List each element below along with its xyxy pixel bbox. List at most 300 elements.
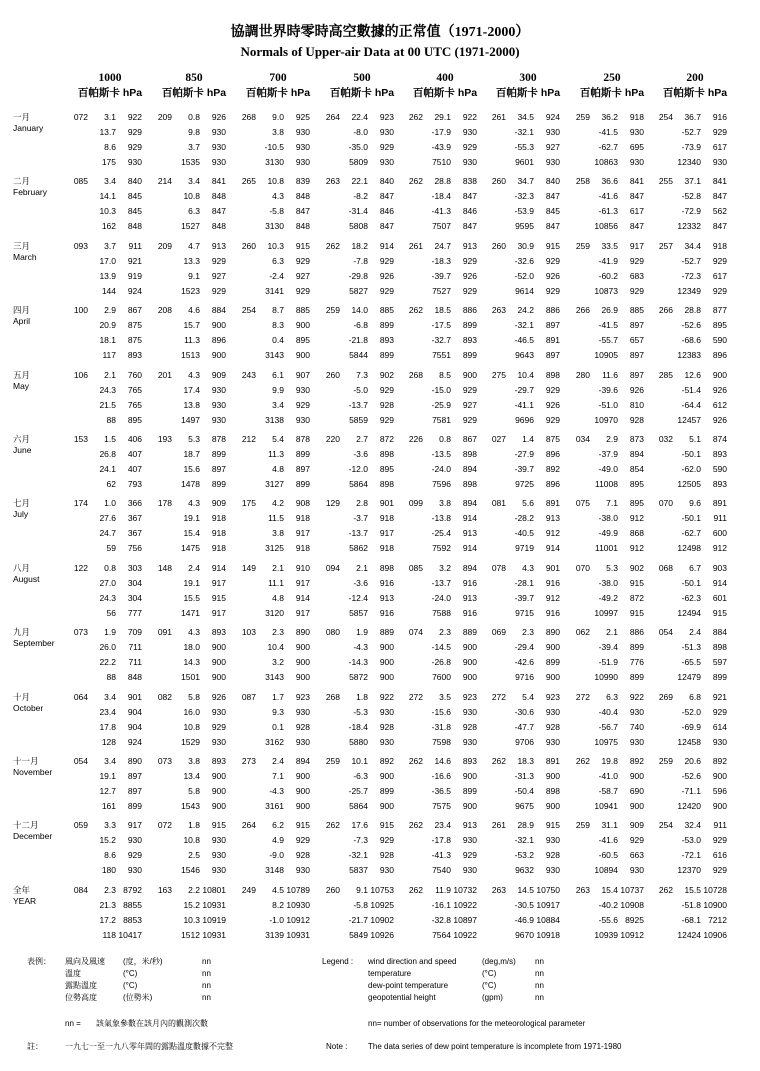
- value-cell: 8.2: [272, 899, 284, 910]
- value-cell: 18.3: [517, 756, 534, 766]
- count-cell: 927: [462, 399, 477, 410]
- legend-term: temperature: [368, 969, 412, 978]
- value-cell: 12420: [677, 801, 701, 811]
- count-cell: 929: [379, 142, 394, 152]
- value-cell: -13.7: [348, 528, 368, 539]
- count-cell: 929: [211, 255, 226, 266]
- count-cell: 893: [712, 479, 727, 489]
- value-cell: 18.1: [99, 335, 116, 346]
- value-cell: 10.3: [183, 914, 200, 925]
- count-cell: 926: [712, 384, 727, 395]
- value-cell: -3.6: [353, 577, 368, 588]
- value-cell: -51.9: [598, 657, 618, 668]
- count-cell: 840: [379, 176, 394, 187]
- value-cell: -42.6: [514, 657, 534, 668]
- count-cell: 895: [629, 479, 644, 489]
- value-cell: 22.2: [99, 657, 116, 668]
- value-cell: 3.5: [439, 691, 451, 702]
- count-cell: 898: [462, 479, 477, 489]
- count-cell: 930: [211, 157, 226, 167]
- count-cell: 895: [127, 414, 142, 425]
- value-cell: -10.5: [264, 142, 284, 152]
- count-cell: 904: [127, 721, 142, 732]
- value-cell: -5.8: [353, 899, 368, 910]
- count-cell: 904: [127, 706, 142, 717]
- count-cell: 926: [379, 270, 394, 281]
- value-cell: -58.7: [598, 786, 618, 796]
- value-cell: 31.1: [601, 820, 618, 831]
- count-cell: 10417: [118, 929, 142, 940]
- wind-direction-cell: 280: [575, 369, 590, 380]
- count-cell: 927: [545, 142, 560, 152]
- value-cell: -41.5: [598, 320, 618, 331]
- month-block: [0, 369, 760, 425]
- value-cell: 3139: [265, 929, 284, 940]
- value-cell: 15.6: [183, 464, 200, 474]
- value-cell: -18.3: [431, 255, 451, 266]
- value-cell: 10997: [594, 607, 618, 618]
- month-block: [0, 305, 760, 361]
- level-header: [486, 72, 570, 100]
- count-cell: 924: [545, 112, 560, 122]
- legend-term: 位勢高度: [65, 993, 97, 1002]
- value-cell: 10941: [594, 801, 618, 811]
- wind-direction-cell: 064: [73, 691, 88, 702]
- value-cell: 19.1: [99, 771, 116, 781]
- value-cell: 21.3: [99, 899, 116, 910]
- count-cell: 930: [127, 865, 142, 876]
- count-cell: 898: [379, 449, 394, 459]
- footer: [0, 956, 760, 1066]
- value-cell: -28.2: [514, 513, 534, 524]
- value-cell: 5809: [349, 157, 368, 167]
- value-cell: -55.6: [598, 914, 618, 925]
- count-cell: 600: [712, 528, 727, 539]
- value-cell: 36.2: [601, 112, 618, 122]
- value-cell: 9719: [515, 543, 534, 554]
- value-cell: -51.8: [681, 899, 701, 910]
- count-cell: 912: [629, 543, 644, 554]
- count-cell: 617: [712, 270, 727, 281]
- value-cell: 17.2: [99, 914, 116, 925]
- count-cell: 900: [545, 672, 560, 683]
- value-cell: 32.4: [684, 820, 701, 831]
- value-cell: 7564: [432, 929, 451, 940]
- count-cell: 929: [545, 414, 560, 425]
- value-cell: -46.5: [514, 335, 534, 346]
- value-cell: -38.0: [598, 513, 618, 524]
- value-cell: 12498: [677, 543, 701, 554]
- value-cell: 37.1: [684, 176, 701, 187]
- wind-direction-cell: 260: [325, 369, 340, 380]
- month-name-zh: 二月: [13, 176, 31, 187]
- count-cell: 614: [712, 721, 727, 732]
- wind-direction-cell: 262: [658, 884, 673, 895]
- value-cell: 19.1: [183, 513, 200, 524]
- level-header: [653, 72, 737, 100]
- count-cell: 847: [379, 221, 394, 232]
- wind-direction-cell: 084: [73, 884, 88, 895]
- value-cell: 3130: [265, 221, 284, 232]
- month-label: [13, 498, 30, 520]
- count-cell: 897: [127, 786, 142, 796]
- count-cell: 914: [545, 543, 560, 554]
- value-cell: 10975: [594, 736, 618, 747]
- value-cell: 24.7: [99, 528, 116, 539]
- level-header: [320, 72, 404, 100]
- count-cell: 916: [462, 577, 477, 588]
- count-cell: 900: [211, 771, 226, 781]
- count-cell: 10926: [370, 929, 394, 940]
- count-cell: 915: [379, 820, 394, 831]
- count-cell: 899: [712, 672, 727, 683]
- value-cell: -52.6: [681, 771, 701, 781]
- count-cell: 928: [295, 850, 310, 861]
- wind-direction-cell: 034: [575, 434, 590, 444]
- month-name-en: December: [13, 831, 53, 842]
- wind-direction-cell: 272: [575, 691, 590, 702]
- value-cell: -24.0: [431, 592, 451, 603]
- count-cell: 895: [712, 320, 727, 331]
- value-cell: 12494: [677, 607, 701, 618]
- count-cell: 898: [379, 479, 394, 489]
- value-cell: 10.3: [267, 240, 284, 251]
- count-cell: 846: [462, 206, 477, 217]
- count-cell: 793: [127, 479, 142, 489]
- count-cell: 891: [712, 498, 727, 509]
- wind-direction-cell: 129: [325, 498, 340, 509]
- value-cell: 10970: [594, 414, 618, 425]
- legend-unit: (°C): [123, 981, 138, 990]
- count-cell: 406: [127, 434, 142, 444]
- count-cell: 930: [379, 865, 394, 876]
- value-cell: 12.6: [684, 369, 701, 380]
- value-cell: 3138: [265, 414, 284, 425]
- wind-direction-cell: 074: [408, 627, 423, 638]
- count-cell: 894: [295, 756, 310, 766]
- wind-direction-cell: 262: [575, 756, 590, 766]
- value-cell: 1501: [181, 672, 200, 683]
- value-cell: 36.6: [601, 176, 618, 187]
- count-cell: 929: [295, 399, 310, 410]
- count-cell: 926: [629, 384, 644, 395]
- count-cell: 892: [545, 464, 560, 474]
- level-header: [403, 72, 487, 100]
- value-cell: 1471: [181, 607, 200, 618]
- value-cell: 0.8: [439, 434, 451, 444]
- count-cell: 930: [295, 865, 310, 876]
- value-cell: 9706: [515, 736, 534, 747]
- count-cell: 889: [379, 627, 394, 638]
- month-block: [0, 627, 760, 683]
- count-cell: 891: [545, 756, 560, 766]
- count-cell: 928: [629, 414, 644, 425]
- value-cell: 4.7: [188, 240, 200, 251]
- value-cell: 3161: [265, 801, 284, 811]
- count-cell: 848: [127, 221, 142, 232]
- nn-text-zh: 該氣象參數在該月內的觀測次數: [96, 1019, 208, 1028]
- month-name-zh: 六月: [13, 434, 31, 444]
- value-cell: 8.6: [104, 142, 116, 152]
- value-cell: -52.6: [681, 320, 701, 331]
- value-cell: 5.3: [606, 562, 618, 573]
- value-cell: 3.8: [272, 127, 284, 137]
- count-cell: 929: [712, 835, 727, 846]
- value-cell: 26.0: [99, 642, 116, 653]
- month-name-en: May: [13, 380, 30, 391]
- count-cell: 916: [545, 577, 560, 588]
- value-cell: -4.3: [269, 786, 284, 796]
- wind-direction-cell: 263: [491, 884, 506, 895]
- month-label: [13, 112, 43, 134]
- value-cell: 3.4: [104, 176, 116, 187]
- count-cell: 900: [295, 350, 310, 361]
- value-cell: 59: [106, 543, 116, 554]
- count-cell: 930: [379, 736, 394, 747]
- count-cell: 929: [127, 850, 142, 861]
- count-cell: 847: [629, 191, 644, 202]
- level-unit: 百帕斯卡 hPa: [412, 87, 478, 99]
- count-cell: 407: [127, 449, 142, 459]
- level-pressure: 500: [353, 72, 371, 84]
- wind-direction-cell: 262: [408, 112, 423, 122]
- count-cell: 899: [379, 350, 394, 361]
- wind-direction-cell: 149: [241, 562, 256, 573]
- value-cell: 2.9: [606, 434, 618, 444]
- count-cell: 929: [545, 384, 560, 395]
- count-cell: 367: [127, 513, 142, 524]
- value-cell: 36.7: [684, 112, 701, 122]
- level-pressure: 400: [436, 72, 454, 84]
- value-cell: 10990: [594, 672, 618, 683]
- count-cell: 848: [295, 221, 310, 232]
- count-cell: 926: [211, 691, 226, 702]
- value-cell: 4.3: [188, 369, 200, 380]
- month-block: [0, 176, 760, 232]
- count-cell: 873: [629, 434, 644, 444]
- count-cell: 8792: [123, 884, 142, 895]
- count-cell: 901: [379, 498, 394, 509]
- count-cell: 10789: [286, 884, 310, 895]
- wind-direction-cell: 070: [658, 498, 673, 509]
- wind-direction-cell: 059: [73, 820, 88, 831]
- value-cell: -17.9: [431, 127, 451, 137]
- value-cell: 12457: [677, 414, 701, 425]
- count-cell: 847: [462, 221, 477, 232]
- count-cell: 919: [127, 270, 142, 281]
- count-cell: 900: [545, 771, 560, 781]
- count-cell: 910: [295, 562, 310, 573]
- value-cell: 4.3: [188, 627, 200, 638]
- value-cell: -52.0: [514, 270, 534, 281]
- value-cell: -18.4: [431, 191, 451, 202]
- value-cell: 2.1: [104, 369, 116, 380]
- value-cell: 13.7: [99, 127, 116, 137]
- wind-direction-cell: 226: [408, 434, 423, 444]
- count-cell: 899: [295, 479, 310, 489]
- count-cell: 915: [211, 820, 226, 831]
- value-cell: -49.0: [598, 464, 618, 474]
- value-cell: -62.7: [598, 142, 618, 152]
- value-cell: 7527: [432, 285, 451, 296]
- value-cell: 11.5: [268, 513, 284, 524]
- count-cell: 900: [295, 771, 310, 781]
- count-cell: 892: [379, 756, 394, 766]
- value-cell: -65.5: [681, 657, 701, 668]
- value-cell: 15.7: [183, 320, 200, 331]
- count-cell: 930: [462, 127, 477, 137]
- value-cell: 11001: [594, 543, 618, 554]
- count-cell: 929: [295, 255, 310, 266]
- value-cell: 9.0: [272, 112, 284, 122]
- count-cell: 617: [629, 206, 644, 217]
- count-cell: 930: [295, 127, 310, 137]
- count-cell: 900: [379, 771, 394, 781]
- value-cell: 0.1: [272, 721, 284, 732]
- count-cell: 929: [127, 127, 142, 137]
- month-block: [0, 498, 760, 554]
- wind-direction-cell: 153: [73, 434, 88, 444]
- value-cell: -8.0: [353, 127, 368, 137]
- count-cell: 929: [545, 255, 560, 266]
- legend-unit: (deg,m/s): [482, 957, 516, 966]
- value-cell: 7540: [432, 865, 451, 876]
- value-cell: 19.1: [183, 577, 200, 588]
- level-unit: 百帕斯卡 hPa: [161, 87, 227, 99]
- value-cell: -32.1: [514, 320, 534, 331]
- value-cell: 3143: [265, 350, 284, 361]
- count-cell: 896: [211, 335, 226, 346]
- value-cell: 11.3: [268, 449, 284, 459]
- count-cell: 913: [462, 528, 477, 539]
- wind-direction-cell: 103: [241, 627, 256, 638]
- value-cell: 12458: [677, 736, 701, 747]
- value-cell: -41.1: [514, 399, 534, 410]
- count-cell: 913: [379, 592, 394, 603]
- value-cell: -56.7: [598, 721, 618, 732]
- count-cell: 695: [629, 142, 644, 152]
- count-cell: 612: [712, 399, 727, 410]
- count-cell: 885: [629, 305, 644, 316]
- value-cell: 9632: [515, 865, 534, 876]
- value-cell: 33.5: [601, 240, 618, 251]
- count-cell: 366: [127, 498, 142, 509]
- count-cell: 929: [712, 127, 727, 137]
- count-cell: 900: [211, 801, 226, 811]
- count-cell: 846: [379, 206, 394, 217]
- count-cell: 918: [295, 543, 310, 554]
- value-cell: 2.1: [356, 562, 368, 573]
- count-cell: 872: [629, 592, 644, 603]
- value-cell: -41.6: [598, 835, 618, 846]
- value-cell: 4.8: [272, 592, 284, 603]
- wind-direction-cell: 262: [408, 176, 423, 187]
- count-cell: 597: [712, 657, 727, 668]
- value-cell: 9725: [515, 479, 534, 489]
- value-cell: -50.1: [681, 513, 701, 524]
- count-cell: 840: [127, 176, 142, 187]
- count-cell: 900: [295, 672, 310, 683]
- value-cell: 4.9: [272, 835, 284, 846]
- value-cell: 10905: [594, 350, 618, 361]
- value-cell: -51.0: [598, 399, 618, 410]
- value-cell: 162: [101, 221, 116, 232]
- wind-direction-cell: 273: [241, 756, 256, 766]
- value-cell: 1513: [181, 350, 200, 361]
- wind-direction-cell: 082: [157, 691, 172, 702]
- count-cell: 601: [712, 592, 727, 603]
- value-cell: -12.4: [348, 592, 368, 603]
- value-cell: 23.4: [99, 706, 116, 717]
- count-cell: 848: [211, 191, 226, 202]
- legend-term: dew-point temperature: [368, 981, 449, 990]
- value-cell: 5.8: [188, 691, 200, 702]
- count-cell: 760: [127, 369, 142, 380]
- count-cell: 900: [712, 771, 727, 781]
- value-cell: -40.4: [598, 706, 618, 717]
- value-cell: 9.1: [356, 884, 368, 895]
- count-cell: 867: [462, 434, 477, 444]
- value-cell: 7551: [432, 350, 451, 361]
- count-cell: 886: [629, 627, 644, 638]
- count-cell: 916: [545, 607, 560, 618]
- value-cell: 3.4: [104, 756, 116, 766]
- count-cell: 929: [545, 285, 560, 296]
- value-cell: 14.1: [99, 191, 116, 202]
- count-cell: 590: [712, 335, 727, 346]
- level-pressure: 850: [185, 72, 203, 84]
- wind-direction-cell: 106: [73, 369, 88, 380]
- count-cell: 838: [462, 176, 477, 187]
- value-cell: 7507: [432, 221, 451, 232]
- value-cell: 5872: [349, 672, 368, 683]
- value-cell: 29.1: [434, 112, 451, 122]
- count-cell: 929: [211, 721, 226, 732]
- count-cell: 930: [545, 157, 560, 167]
- value-cell: 10.8: [183, 191, 200, 202]
- count-cell: 902: [629, 562, 644, 573]
- value-cell: 11.1: [268, 577, 284, 588]
- value-cell: 24.3: [99, 592, 116, 603]
- month-label: [13, 563, 39, 585]
- value-cell: -12.0: [348, 464, 368, 474]
- wind-direction-cell: 062: [575, 627, 590, 638]
- count-cell: 929: [712, 706, 727, 717]
- value-cell: -49.2: [598, 592, 618, 603]
- count-cell: 907: [295, 369, 310, 380]
- wind-direction-cell: 148: [157, 562, 172, 573]
- wind-direction-cell: 262: [408, 305, 423, 316]
- count-cell: 847: [712, 221, 727, 232]
- value-cell: 8.6: [104, 850, 116, 861]
- count-cell: 915: [295, 240, 310, 251]
- value-cell: -43.9: [431, 142, 451, 152]
- wind-direction-cell: 209: [157, 112, 172, 122]
- count-cell: 847: [545, 191, 560, 202]
- value-cell: 5864: [349, 479, 368, 489]
- month-name-en: September: [13, 638, 55, 649]
- value-cell: -51.3: [681, 642, 701, 653]
- count-cell: 845: [545, 206, 560, 217]
- count-cell: 900: [462, 672, 477, 683]
- count-cell: 930: [629, 157, 644, 167]
- value-cell: 14.3: [183, 657, 200, 668]
- wind-direction-cell: 178: [157, 498, 172, 509]
- value-cell: 24.3: [99, 384, 116, 395]
- count-cell: 913: [545, 513, 560, 524]
- count-cell: 930: [545, 835, 560, 846]
- value-cell: 2.1: [272, 562, 284, 573]
